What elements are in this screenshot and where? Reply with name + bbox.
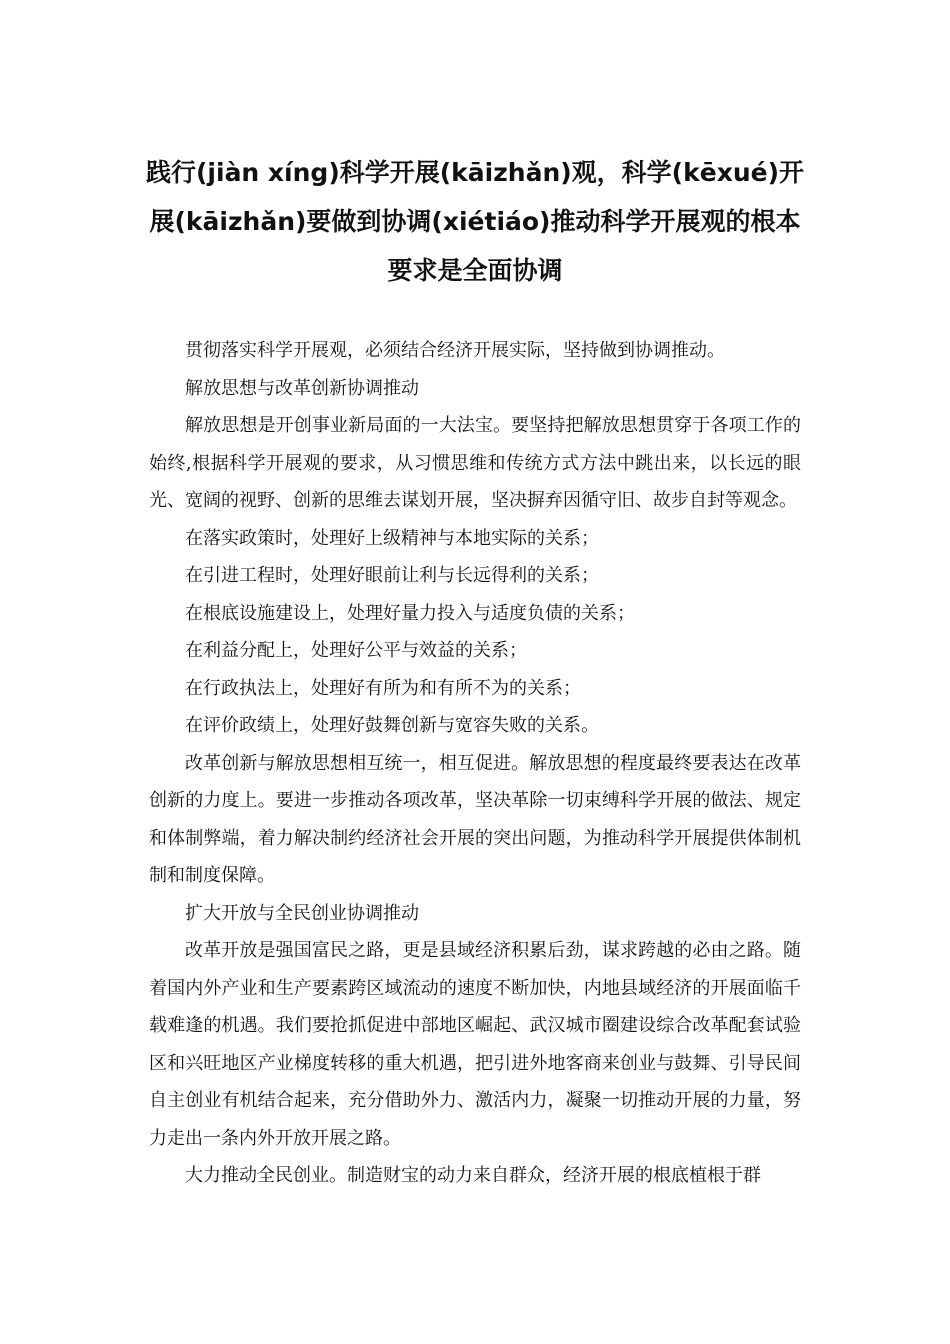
paragraph: 贯彻落实科学开展观，必须结合经济开展实际，坚持做到协调推动。 <box>185 340 725 361</box>
paragraph: 解放思想是开创事业新局面的一大法宝。要坚持把解放思想贯穿于各项工作的始终,根据科学开展观的要求，从习惯思维和传统方式方法中跳出来，以长远的眼光、宽阔的视野、创新的思维去谋划开展，坚决摒弃因循守旧、故步自封等观念。 <box>149 415 801 511</box>
list-item: 在根底设施建设上，处理好量力投入与适度负债的关系； <box>185 602 635 624</box>
paragraph: 大力推动全民创业。制造财宝的动力来自群众，经济开展的根底植根于群 <box>185 1165 761 1186</box>
document-title: 践行(jiàn xíng)科学开展(kāizhǎn)观，科学(kēxué)开展(kāizhǎn)要做到协调(xiétiáo)推动科学开展观的根本要求是全面协调 <box>146 158 804 285</box>
list-item: 在评价政绩上，处理好鼓舞创新与宽容失败的关系。 <box>185 715 599 736</box>
list-item: 在行政执法上，处理好有所为和有所不为的关系； <box>185 677 581 699</box>
section-heading: 解放思想与改革创新协调推动 <box>185 377 419 399</box>
section-heading: 扩大开放与全民创业协调推动 <box>185 902 419 924</box>
list-item: 在落实政策时，处理好上级精神与本地实际的关系； <box>185 527 599 549</box>
paragraph: 改革创新与解放思想相互统一，相互促进。解放思想的程度最终要表达在改革创新的力度上。要进一步推动各项改革，坚决革除一切束缚科学开展的做法、规定和体制弊端，着力解决制约经济社会开展的突出问题，为推动科学开展提供体制机制和制度保障。 <box>149 752 801 886</box>
paragraph: 改革开放是强国富民之路，更是县域经济积累后劲，谋求跨越的必由之路。随着国内外产业和生产要素跨区域流动的速度不断加快，内地县域经济的开展面临千载难逢的机遇。我们要抢抓促进中部地区崛起、武汉城市圈建设综合改革配套试验区和兴旺地区产业梯度转移的重大机遇，把引进外地客商来创业与鼓舞、引导民间自主创业有机结合起来，充分借助外力、激活内力，凝聚一切推动开展的力量，努力走出一条内外开放开展之路。 <box>149 940 801 1149</box>
list-item: 在利益分配上，处理好公平与效益的关系； <box>185 640 527 661</box>
list-item: 在引进工程时，处理好眼前让利与长远得利的关系； <box>185 565 599 586</box>
document-body <box>149 332 801 1195</box>
